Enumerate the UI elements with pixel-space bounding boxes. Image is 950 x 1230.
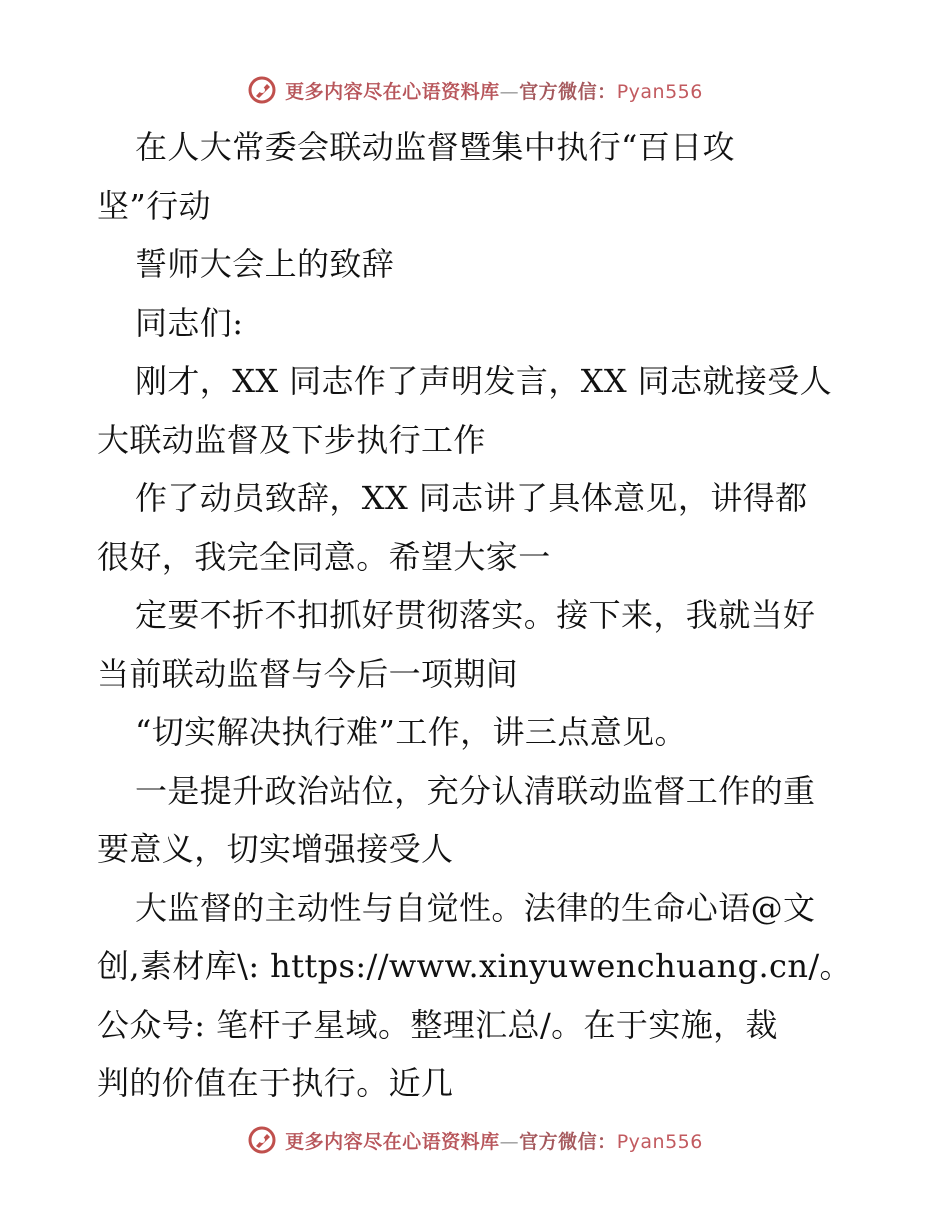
- paragraph-line: 大监督的主动性与自觉性。法律的生命心语@文: [135, 888, 816, 927]
- paragraph-line: 一是提升政治站位，充分认清联动监督工作的重: [135, 771, 816, 810]
- paragraph-line: “切实解决执行难”工作，讲三点意见。: [135, 713, 687, 751]
- footer-wechat-label: 官方微信：: [519, 1130, 617, 1153]
- title-line-1: 在人大常委会联动监督暨集中执行“百日攻: [135, 128, 735, 166]
- footer-separator: —: [499, 1130, 520, 1153]
- header-wechat-label: 官方微信：: [519, 80, 617, 103]
- paragraph-line: 刚才，XX 同志作了声明发言，XX 同志就接受人: [135, 362, 833, 400]
- pen-logo-icon: [247, 75, 277, 105]
- document-body: [97, 118, 867, 1113]
- header-separator: —: [499, 80, 520, 103]
- header-banner: [0, 70, 950, 110]
- title-line-3: 誓师大会上的致辞: [135, 245, 395, 283]
- paragraph-line: 创,素材库\: https://www.xinyuwenchuang.cn/。: [97, 947, 852, 985]
- paragraph-line: 要意义，切实增强接受人: [97, 830, 454, 868]
- footer-banner-text: [285, 1127, 703, 1154]
- paragraph-line: 定要不折不扣抓好贯彻落实。接下来，我就当好: [135, 596, 816, 634]
- pen-logo-icon: [247, 1125, 277, 1155]
- title-line-2: 坚”行动: [97, 186, 211, 225]
- paragraph-line: 作了动员致辞，XX 同志讲了具体意见，讲得都: [135, 479, 808, 517]
- paragraph-line: 公众号: 笔杆子星域。整理汇总/。在于实施，裁: [97, 1005, 778, 1044]
- header-banner-text: [285, 77, 703, 104]
- salutation: 同志们:: [135, 303, 244, 342]
- paragraph-line: 大联动监督及下步执行工作: [97, 420, 486, 459]
- paragraph-line: 很好，我完全同意。希望大家一: [97, 537, 551, 576]
- paragraph-line: 判的价值在于执行。近几: [97, 1064, 454, 1102]
- header-wechat-id: Pyan556: [616, 80, 703, 103]
- footer-wechat-id: Pyan556: [616, 1130, 703, 1153]
- footer-promo: 更多内容尽在心语资料库: [285, 1130, 500, 1153]
- paragraph-line: 当前联动监督与今后一项期间: [97, 654, 519, 693]
- footer-banner: [0, 1120, 950, 1160]
- header-promo: 更多内容尽在心语资料库: [285, 80, 500, 103]
